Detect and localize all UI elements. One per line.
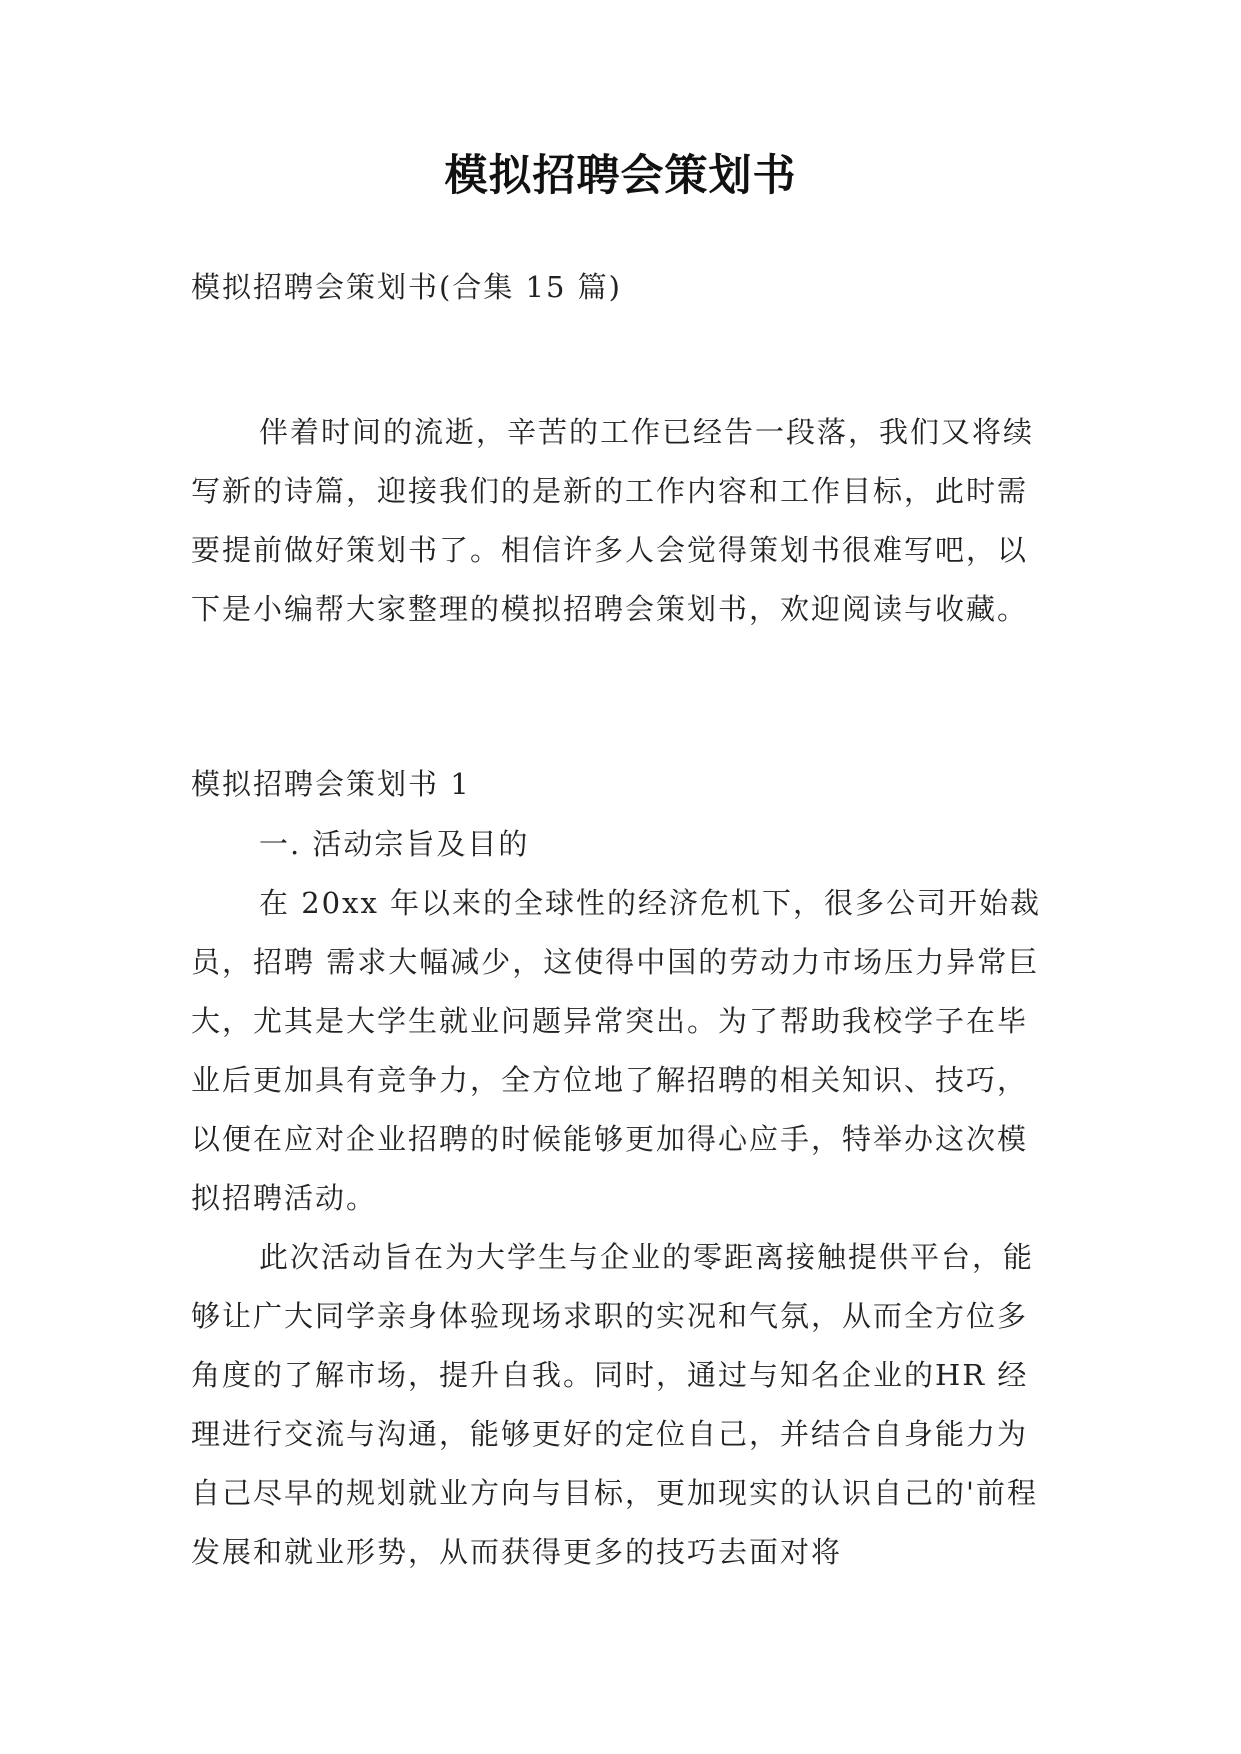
- section-body: [191, 815, 1051, 1582]
- section-heading: 模拟招聘会策划书 1: [191, 767, 471, 801]
- document-title: 模拟招聘会策划书: [444, 151, 797, 201]
- section-paragraph-2: 此次活动旨在为大学生与企业的零距离接触提供平台，能够让广大同学亲身体验现场求职的实况和气氛，从而全方位多角度的了解市场，提升自我。同时，通过与知名企业的HR 经理进行交流与沟通，能够更好的定位自己，并结合自身能力为自己尽早的规划就业方向与目标，更加现实的认识自己的'前程发展和就业形势，从而获得更多的技巧去面对将: [191, 1240, 1038, 1569]
- section-paragraph-1: 在 20xx 年以来的全球性的经济危机下，很多公司开始裁员，招聘 需求大幅减少，这使得中国的劳动力市场压力异常巨大，尤其是大学生就业问题异常突出。为了帮助我校学子在毕业后更加具有竞争力，全方位地了解招聘的相关知识、技巧，以便在应对企业招聘的时候能够更加得心应手，特举办这次模拟招聘活动。: [191, 886, 1042, 1215]
- intro-paragraph: 伴着时间的流逝，辛苦的工作已经告一段落，我们又将续写新的诗篇，迎接我们的是新的工作内容和工作目标，此时需要提前做好策划书了。相信许多人会觉得策划书很难写吧，以下是小编帮大家整理的模拟招聘会策划书，欢迎阅读与收藏。: [191, 415, 1035, 626]
- document-subtitle: 模拟招聘会策划书(合集 15 篇): [191, 270, 622, 304]
- section-item-heading: 一. 活动宗旨及目的: [259, 827, 530, 861]
